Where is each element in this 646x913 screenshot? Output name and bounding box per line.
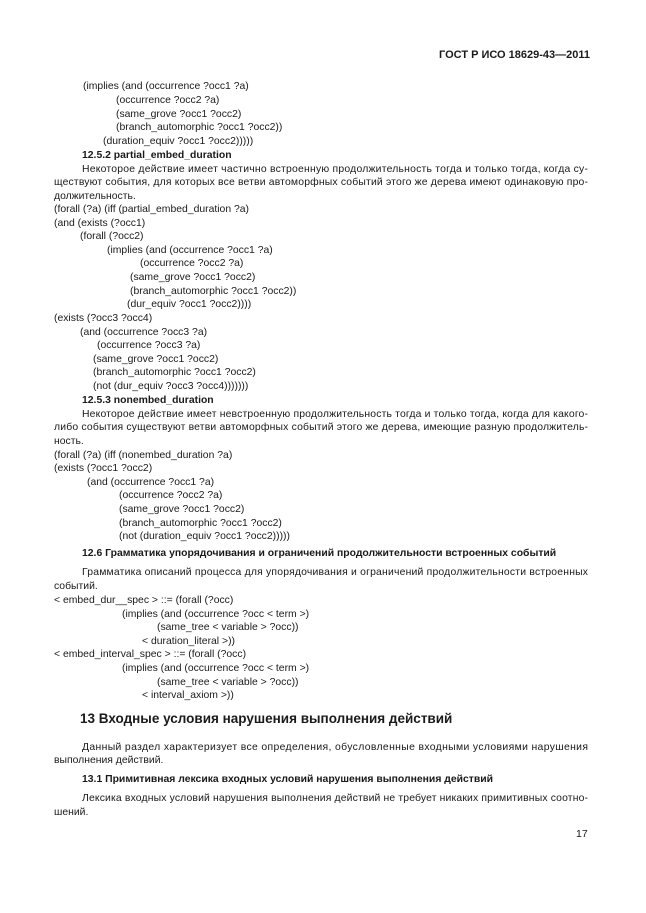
text-line: < interval_axiom >)) [142,690,234,701]
document-header: ГОСТ Р ИСО 18629-43—2011 [439,49,591,61]
subsection-heading: 13.1 Примитивная лексика входных условий нарушения выполнения действий [82,774,494,785]
text-line: < embed_dur__spec > ::= (forall (?occ) [54,595,234,606]
text-line: (occurrence ?occ2 ?a) [119,490,223,501]
text-line: (same_grove ?occ1 ?occ2) [93,354,219,365]
page-number: 17 [576,828,588,840]
text-line: (not (dur_equiv ?occ3 ?occ4))))))) [93,381,249,392]
text-line: (same_grove ?occ1 ?occ2) [119,504,245,515]
text-line: (duration_equiv ?occ1 ?occ2))))) [103,136,254,147]
text-line: событий. [54,581,98,592]
text-line: (occurrence ?occ2 ?a) [116,95,220,106]
text-line: (same_grove ?occ1 ?occ2) [116,109,242,120]
section-heading: 13 Входные условия нарушения выполнения действий [80,711,453,726]
text-line: (and (occurrence ?occ3 ?a) [80,327,208,338]
text-line: Грамматика описаний процесса для упорядочивания и ограничений продолжительности встроенных [82,567,589,578]
text-line: (branch_automorphic ?occ1 ?occ2)) [130,286,297,297]
text-line: (dur_equiv ?occ1 ?occ2)))) [127,299,252,310]
text-line: ществуют события, для которых все ветви автоморфных событий этого же дерева имеют одинаковую про- [54,177,589,188]
subsection-heading: 12.5.2 partial_embed_duration [82,150,232,161]
text-line: (occurrence ?occ3 ?a) [97,340,201,351]
text-line: (same_grove ?occ1 ?occ2) [130,272,256,283]
text-line: должительность. [54,191,136,202]
text-line: (not (duration_equiv ?occ1 ?occ2))))) [119,531,290,542]
text-line: Лексика входных условий нарушения выполнения действий не требует никаких примитивных соотно- [82,793,589,804]
text-line: < embed_interval_spec > ::= (forall (?occ) [54,649,247,660]
text-line: (same_tree < variable > ?occ)) [157,622,299,633]
text-line: Некоторое действие имеет частично встроенную продолжительность тогда и только тогда, когда су- [82,164,589,175]
text-line: (branch_automorphic ?occ1 ?occ2)) [116,122,283,133]
text-line: либо события существуют ветви автоморфных событий этого же дерева, имеющие разную продолжитель- [54,422,589,433]
text-line: (implies (and (occurrence ?occ1 ?a) [107,245,273,256]
text-line: (and (occurrence ?occ1 ?a) [87,477,215,488]
text-line: шений. [54,807,89,818]
text-line: (exists (?occ1 ?occ2) [54,463,153,474]
text-line: (implies (and (occurrence ?occ1 ?a) [83,81,249,92]
text-line: (forall (?a) (iff (partial_embed_duration ?a) [54,204,250,215]
text-line: (forall (?occ2) [80,231,144,242]
text-line: (forall (?a) (iff (nonembed_duration ?a) [54,450,233,461]
text-line: (implies (and (occurrence ?occ < term >) [122,609,310,620]
text-line: ность. [54,436,84,447]
text-line: (branch_automorphic ?occ1 ?occ2) [119,518,282,529]
text-line: (branch_automorphic ?occ1 ?occ2) [93,367,256,378]
subsection-heading: 12.6 Грамматика упорядочивания и ограничений продолжительности встроенных событий [82,548,557,559]
text-line: (exists (?occ3 ?occ4) [54,313,153,324]
text-line: (and (exists (?occ1) [54,218,146,229]
text-line: (implies (and (occurrence ?occ < term >) [122,663,310,674]
text-line: Данный раздел характеризует все определения, обусловленные входными условиями нарушения [82,742,589,753]
text-line: (same_tree < variable > ?occ)) [157,677,299,688]
text-line: Некоторое действие имеет невстроенную продолжительность тогда и только тогда, когда для какого- [82,409,589,420]
text-line: выполнения действий. [54,755,164,766]
text-line: < duration_literal >)) [142,636,235,647]
text-line: (occurrence ?occ2 ?a) [140,258,244,269]
subsection-heading: 12.5.3 nonembed_duration [82,395,214,406]
